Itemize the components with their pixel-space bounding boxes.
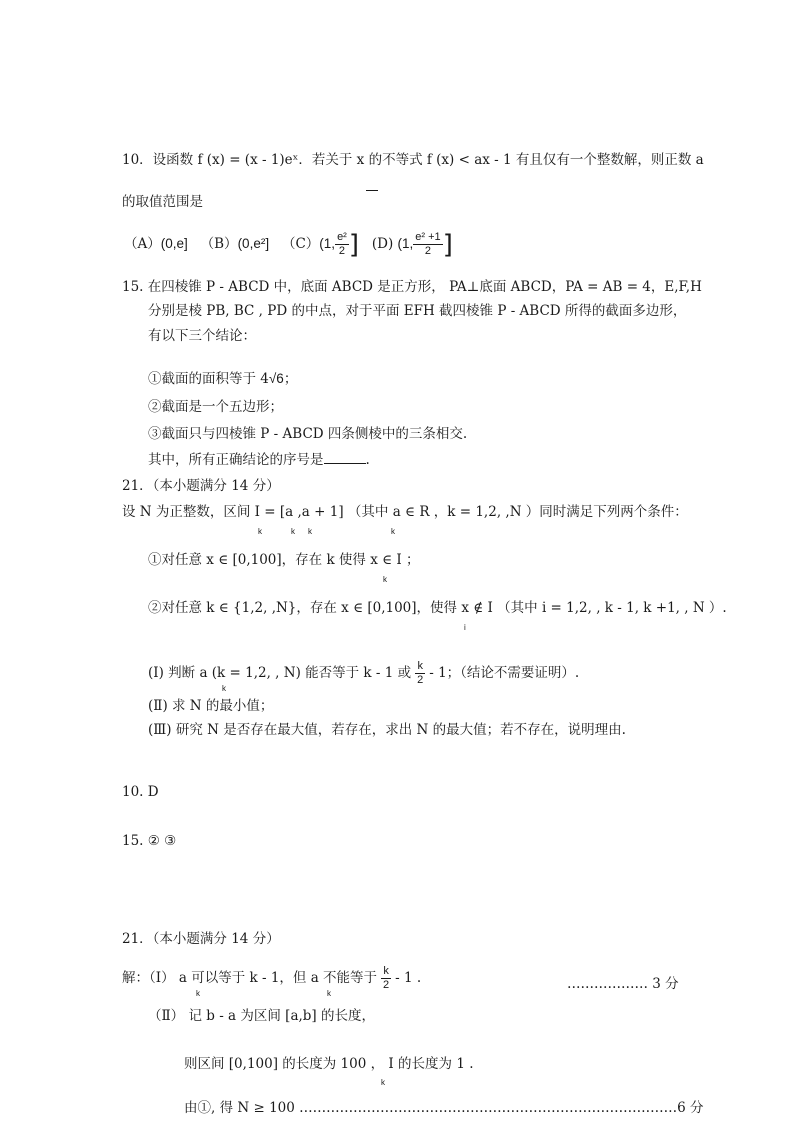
solution-part-1-score: ……………… 3 分	[567, 976, 679, 992]
q10-line1: 10．设函数 f (x) = (x - 1)eˣ．若关于 x 的不等式 f (x) < ax - 1 有且仅有一个整数解，则正数 a	[122, 152, 704, 168]
q15-conclusion-1: ①截面的面积等于 4√6；	[148, 371, 298, 387]
answer-15: 15. ② ③	[122, 833, 177, 849]
solution-fraction: $\frac{k}{2}$	[383, 965, 390, 991]
q15-ask: 其中，所有正确结论的序号是 .	[148, 452, 370, 468]
solution-sub-k1: k	[196, 989, 200, 998]
q10-dash-mark	[366, 190, 378, 191]
sqrt-six: √6	[268, 371, 284, 386]
q10-option-b-label: （B）	[200, 236, 238, 252]
q21-header: 21．（本小题满分 14 分）	[122, 478, 280, 494]
solution-n-bound: 由①, 得 N ≥ 100 …………………………………………………………………………6 分	[184, 1100, 704, 1116]
q21-part-3: (Ⅲ) 研究 N 是否存在最大值，若存在，求出 N 的最大值；若不存在，说明理由.	[148, 722, 626, 738]
solution-length: 则区间 [0,100] 的长度为 100 ， I 的长度为 1 .	[184, 1056, 474, 1072]
solution-part-1: 解：（Ⅰ） a 可以等于 k - 1，但 a 不能等于 $\frac{k}{2}$ - 1 .	[122, 965, 422, 991]
q10-option-c-label: （C）	[281, 236, 320, 252]
answer-10: 10. D	[122, 784, 159, 800]
q15-conclusion-2: ②截面是一个五边形；	[148, 399, 283, 415]
solution-sub-k2: k	[327, 989, 331, 998]
q10-option-d-bracket: ]	[442, 229, 453, 260]
q21-part1-fraction: $\frac{k}{2}$	[417, 660, 424, 686]
q21-cond2-sub-i: i	[464, 623, 466, 632]
q15-line1: 15. 在四棱锥 P - ABCD 中，底面 ABCD 是正方形， PA⊥底面 ABCD，PA = AB = 4，E,F,H	[122, 279, 702, 295]
q21-line1: 设 N 为正整数，区间 I = [a ,a + 1] （其中 a ∈ R ，k = 1,2, ,N ）同时满足下列两个条件：	[122, 504, 688, 520]
q10-option-c-bracket: ]	[348, 229, 359, 260]
q10-option-d-open: (1,	[397, 236, 414, 251]
q21-cond1-sub-k: k	[383, 575, 387, 584]
q21-line1-sub-k2: k	[291, 527, 295, 536]
q15-line2: 分别是棱 PB, BC , PD 的中点，对于平面 EFH 截四棱锥 P - ABCD 所得的截面多边形，	[148, 303, 687, 319]
q10-options	[124, 229, 453, 259]
answer-blank	[324, 450, 366, 464]
q10-option-c-fraction: $\frac{\text{e²}}{2}$	[337, 231, 347, 257]
q10-option-d-label: (D)	[371, 236, 394, 252]
q10-option-a: (0,e]	[160, 236, 188, 251]
q10-option-b: (0,e²]	[237, 236, 270, 251]
q21-condition-2: ②对任意 k ∈ {1,2, ,N}，存在 x ∈ [0,100]，使得 x ∉ I （其中 i = 1,2, , k - 1, k +1, , N ）.	[148, 600, 727, 616]
answer-21-header: 21．（本小题满分 14 分）	[122, 931, 280, 947]
q21-line1-sub-k1: k	[258, 527, 262, 536]
q10-option-d-fraction: $\frac{\text{e² +1}}{2}$	[415, 231, 441, 257]
q21-part-1: (Ⅰ) 判断 a (k = 1,2, , N) 能否等于 k - 1 或 $\frac{k}{2}$ - 1；（结论不需要证明）.	[148, 660, 580, 686]
q10-option-c-open: (1,	[319, 236, 336, 251]
q15-conclusion-3: ③截面只与四棱锥 P - ABCD 四条侧棱中的三条相交.	[148, 426, 468, 442]
solution-length-sub-k: k	[381, 1078, 385, 1087]
q21-line1-sub-k3: k	[308, 527, 312, 536]
solution-part-2: （Ⅱ） 记 b - a 为区间 [a,b] 的长度，	[148, 1008, 375, 1024]
q15-line3: 有以下三个结论：	[148, 328, 256, 344]
q21-part1-sub-k: k	[222, 684, 226, 693]
q10-option-a-label: （A）	[124, 236, 161, 252]
q21-line1-sub-k4: k	[391, 527, 395, 536]
q21-condition-1: ①对任意 x ∈ [0,100]，存在 k 使得 x ∈ I ；	[148, 552, 420, 568]
q21-part-2: (Ⅱ) 求 N 的最小值；	[148, 698, 274, 714]
q10-line2: 的取值范围是	[122, 194, 203, 210]
